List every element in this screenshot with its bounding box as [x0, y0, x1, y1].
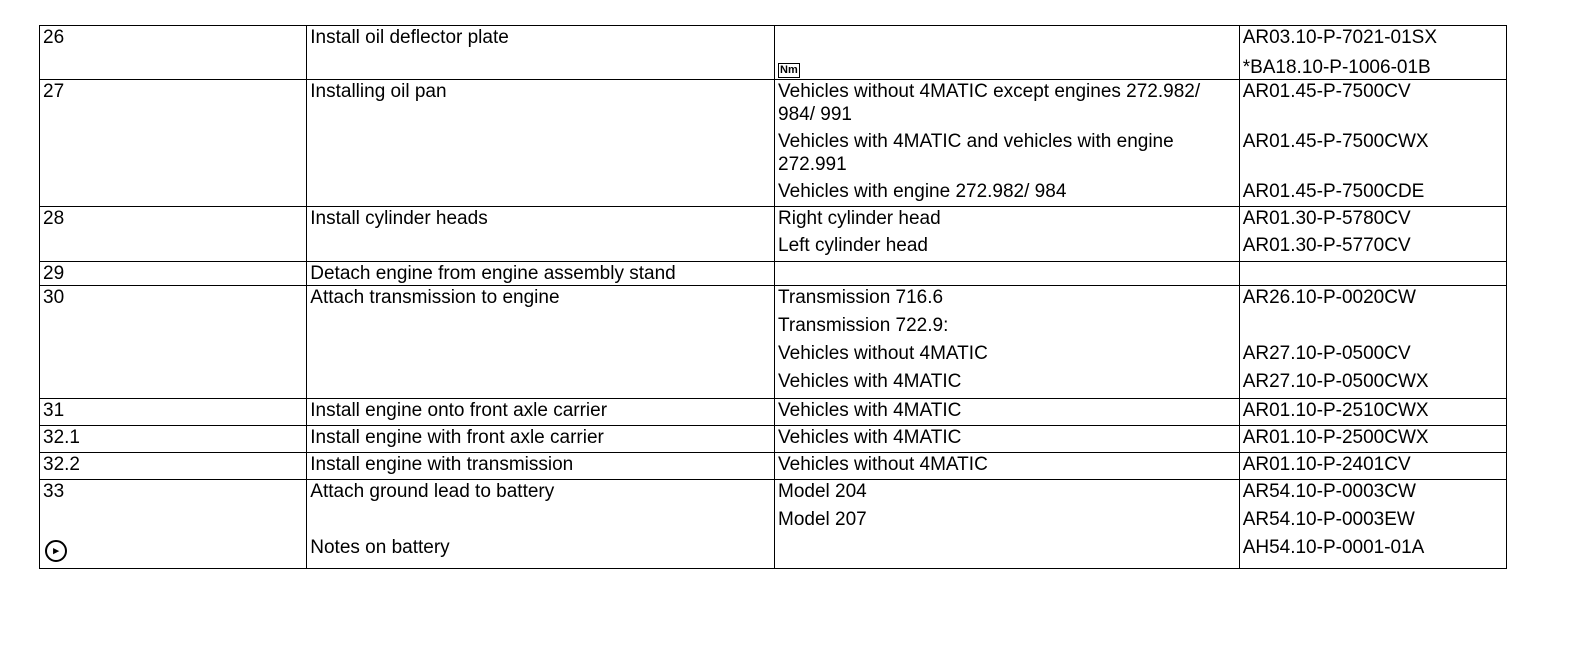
- reference-link[interactable]: AR54.10-P-0003EW: [1239, 508, 1506, 536]
- reference-link[interactable]: AR01.45-P-7500CV: [1239, 80, 1506, 131]
- action-text: Install engine with transmission: [307, 453, 775, 480]
- step-cell: [40, 508, 307, 536]
- reference-cell: [1239, 314, 1506, 342]
- step-number: 31: [40, 399, 307, 426]
- condition-text: Transmission 716.6: [775, 286, 1240, 315]
- table-row: [40, 508, 1507, 536]
- reference-link[interactable]: AR01.10-P-2510CWX: [1239, 399, 1506, 426]
- condition-text: Vehicles without 4MATIC: [775, 453, 1240, 480]
- action-text: Install cylinder heads: [307, 207, 775, 262]
- condition-text: Model 204: [775, 480, 1240, 509]
- reference-link[interactable]: AR27.10-P-0500CWX: [1239, 370, 1506, 399]
- step-cell: [40, 536, 307, 569]
- condition-cell: [775, 26, 1240, 57]
- reference-link[interactable]: AR01.45-P-7500CWX: [1239, 130, 1506, 180]
- reference-link[interactable]: AR01.10-P-2401CV: [1239, 453, 1506, 480]
- table-row: [40, 426, 1507, 453]
- condition-text: Vehicles with 4MATIC and vehicles with engine 272.991: [775, 130, 1240, 180]
- reference-link[interactable]: AH54.10-P-0001-01A: [1239, 536, 1506, 569]
- action-text: Attach ground lead to battery: [307, 480, 775, 509]
- action-text: Install engine onto front axle carrier: [307, 399, 775, 426]
- table-row: [40, 80, 1507, 131]
- action-text: Notes on battery: [307, 536, 775, 569]
- table-row: [40, 286, 1507, 315]
- table-row: [40, 453, 1507, 480]
- condition-text: Vehicles with engine 272.982/ 984: [775, 180, 1240, 207]
- step-number: 33: [40, 480, 307, 509]
- condition-text: Left cylinder head: [775, 234, 1240, 262]
- reference-link[interactable]: AR27.10-P-0500CV: [1239, 342, 1506, 370]
- condition-text: Right cylinder head: [775, 207, 1240, 235]
- condition-cell: [775, 262, 1240, 286]
- condition-text: Model 207: [775, 508, 1240, 536]
- note-info-icon: ▸: [45, 540, 67, 562]
- reference-link[interactable]: AR54.10-P-0003CW: [1239, 480, 1506, 509]
- condition-cell: [775, 56, 1240, 80]
- table-row: [40, 26, 1507, 57]
- step-number: 27: [40, 80, 307, 207]
- condition-text: Vehicles with 4MATIC: [775, 426, 1240, 453]
- condition-text: Vehicles with 4MATIC: [775, 399, 1240, 426]
- reference-link[interactable]: AR01.45-P-7500CDE: [1239, 180, 1506, 207]
- procedure-table: [39, 25, 1507, 569]
- reference-cell: [1239, 262, 1506, 286]
- step-number: 32.2: [40, 453, 307, 480]
- action-text: Attach transmission to engine: [307, 286, 775, 399]
- table-row: [40, 207, 1507, 235]
- reference-link[interactable]: *BA18.10-P-1006-01B: [1239, 56, 1506, 80]
- torque-nm-icon: Nm: [780, 64, 798, 76]
- reference-link[interactable]: AR03.10-P-7021-01SX: [1239, 26, 1506, 57]
- table-row: [40, 262, 1507, 286]
- reference-link[interactable]: AR01.30-P-5770CV: [1239, 234, 1506, 262]
- condition-cell: [775, 536, 1240, 569]
- step-number: 28: [40, 207, 307, 262]
- condition-text: Vehicles with 4MATIC: [775, 370, 1240, 399]
- step-number: 26: [40, 26, 307, 80]
- action-cell: [307, 508, 775, 536]
- step-number: 29: [40, 262, 307, 286]
- action-text: Install oil deflector plate: [307, 26, 775, 80]
- table-row: [40, 480, 1507, 509]
- condition-text: Transmission 722.9:: [775, 314, 1240, 342]
- action-text: Installing oil pan: [307, 80, 775, 207]
- reference-link[interactable]: AR26.10-P-0020CW: [1239, 286, 1506, 315]
- table-row: [40, 536, 1507, 569]
- reference-link[interactable]: AR01.30-P-5780CV: [1239, 207, 1506, 235]
- step-number: 32.1: [40, 426, 307, 453]
- condition-text: Vehicles without 4MATIC: [775, 342, 1240, 370]
- table-row: [40, 399, 1507, 426]
- step-number: 30: [40, 286, 307, 399]
- condition-text: Vehicles without 4MATIC except engines 272.982/ 984/ 991: [775, 80, 1240, 131]
- action-text: Install engine with front axle carrier: [307, 426, 775, 453]
- reference-link[interactable]: AR01.10-P-2500CWX: [1239, 426, 1506, 453]
- action-text: Detach engine from engine assembly stand: [307, 262, 775, 286]
